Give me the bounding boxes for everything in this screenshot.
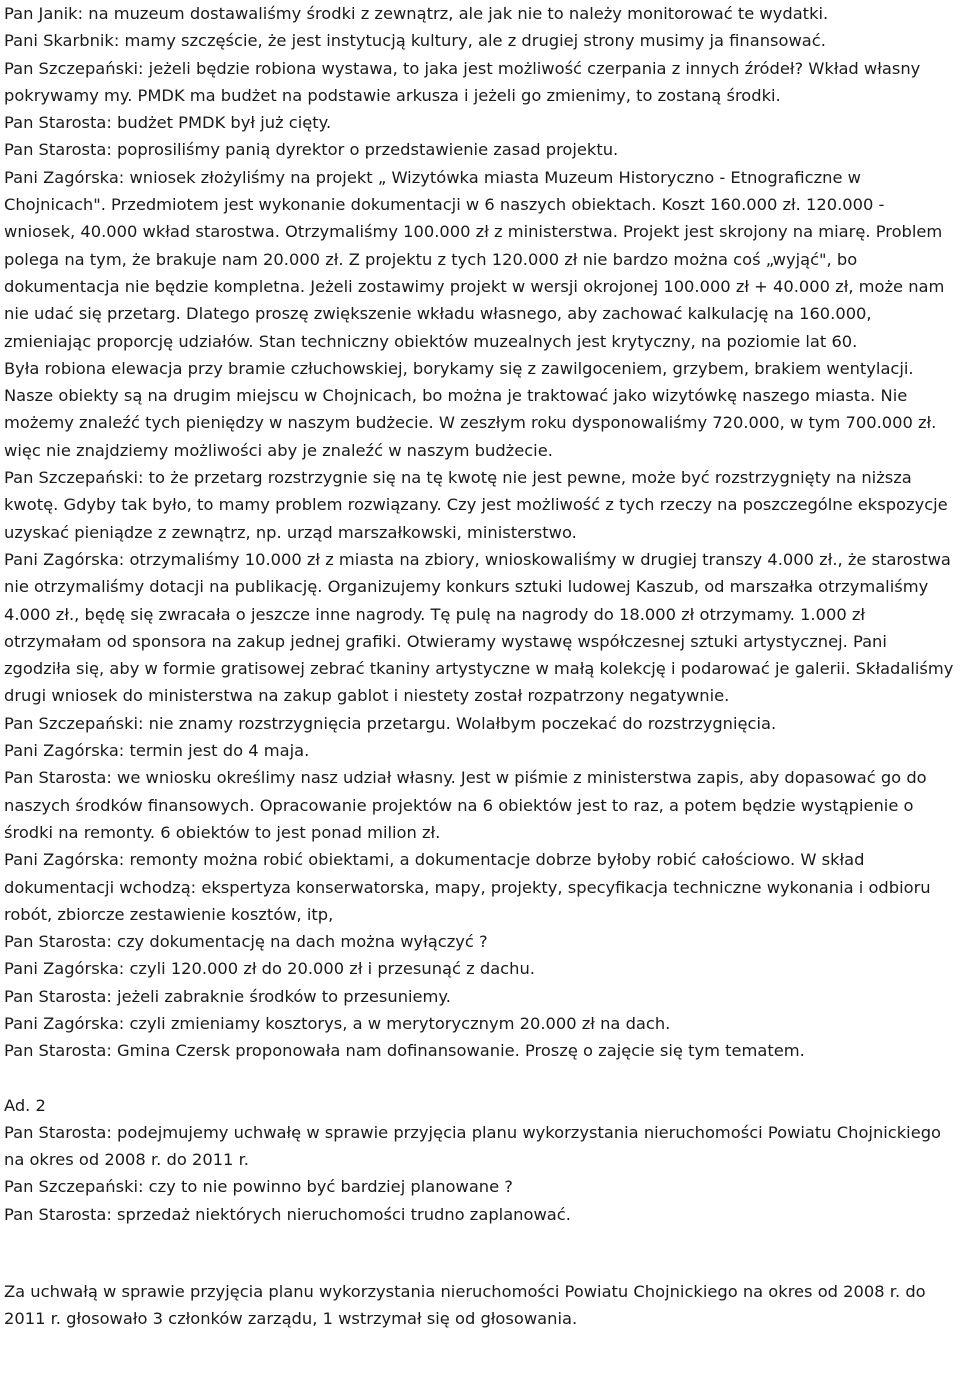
paragraph: Pani Zagórska: otrzymaliśmy 10.000 zł z miasta na zbiory, wnioskowaliśmy w drugiej transzy 4.000 zł., że starostwa nie otrzymaliśmy dotacji na publikację. Organizujemy konkurs sztuki ludowej Kaszub, od marszałka otrzymaliśmy 4.000 zł., będę się zwracała o jeszcze inne nagrody. Tę pulę na nagrody do 18.000 zł otrzymamy. 1.000 zł otrzymałam od sponsora na zakup jednej grafiki. Otwieramy wystawę współczesnej sztuki artystycznej. Pani zgodziła się, aby w formie gratisowej zebrać tkaniny artystyczne w małą kolekcję i podarować je galerii. Składaliśmy drugi wniosek do ministerstwa na zakup gablot i niestety został rozpatrzony negatywnie. [4,549,954,706]
paragraph: Pani Zagórska: termin jest do 4 maja. [4,741,310,761]
section-heading: Ad. 2 [4,1095,46,1115]
resolution-paragraph: Za uchwałą w sprawie przyjęcia planu wykorzystania nieruchomości Powiatu Chojnickiego na okres od 2008 r. do 2011 r. głosowało 3 członków zarządu, 1 wstrzymał się od głosowania. [4,1282,926,1329]
paragraph: Pan Szczepański: nie znamy rozstrzygnięcia przetargu. Wolałbym poczekać do rozstrzygnięcia. [4,713,777,733]
paragraph: Pan Szczepański: czy to nie powinno być bardziej planowane ? [4,1177,513,1197]
section-spacer [4,1065,954,1092]
paragraph: Pan Starosta: podejmujemy uchwałę w sprawie przyjęcia planu wykorzystania nieruchomości Powiatu Chojnickiego na okres od 2008 r. do 2011 r. [4,1122,942,1170]
paragraph: Pan Starosta: sprzedaż niektórych nieruchomości trudno zaplanować. [4,1204,571,1224]
paragraph: Pan Starosta: Gmina Czersk proponowała nam dofinansowanie. Proszę o zajęcie się tym tematem. [4,1041,805,1061]
paragraph: Pani Zagórska: czyli zmieniamy kosztorys, a w merytorycznym 20.000 zł na dach. [4,1013,671,1033]
paragraph: Pani Zagórska: wniosek złożyliśmy na projekt „ Wizytówka miasta Muzeum Historyczno - Etnograficzne w Chojnicach". Przedmiotem jest wykonanie dokumentacji w 6 naszych obiektach. Koszt 160.000 zł. 120.000 - wniosek, 40.000 wkład starostwa. Otrzymaliśmy 100.000 zł z ministerstwa. Projekt jest skrojony na miarę. Problem polega na tym, że brakuje nam 20.000 zł. Z projektu z tych 120.000 zł nie bardzo można coś „wyjąć", bo dokumentacja nie będzie kompletna. Jeżeli zostawimy projekt w wersji okrojonej 100.000 zł + 40.000 zł, może nam nie udać się przetarg. Dlatego proszę zwiększenie wkładu własnego, aby zachować kalkulację na 160.000, zmieniając proporcję udziałów. Stan techniczny obiektów muzealnych jest krytyczny, na poziomie lat 60. [4,167,945,351]
paragraph: Pan Starosta: jeżeli zabraknie środków to przesuniemy. [4,986,451,1006]
paragraph: Pani Zagórska: czyli 120.000 zł do 20.000 zł i przesunąć z dachu. [4,959,535,979]
paragraph: Była robiona elewacja przy bramie człuchowskiej, borykamy się z zawilgoceniem, grzybem, brakiem wentylacji. Nasze obiekty są na drugim miejscu w Chojnicach, bo można je traktować jako wizytówkę naszego miasta. Nie możemy znaleźć tych pieniędzy w naszym budżecie. W zeszłym roku dysponowaliśmy 720.000, w tym 700.000 zł. więc nie znajdziemy możliwości aby je znaleźć w naszym budżecie. [4,358,937,460]
paragraph: Pan Starosta: poprosiliśmy panią dyrektor o przedstawienie zasad projektu. [4,140,619,160]
paragraph: Pani Skarbnik: mamy szczęście, że jest instytucją kultury, ale z drugiej strony musimy ja finansować. [4,31,826,51]
section-spacer [4,1228,954,1278]
paragraph: Pan Starosta: czy dokumentację na dach można wyłączyć ? [4,932,488,952]
paragraph: Pan Szczepański: jeżeli będzie robiona wystawa, to jaka jest możliwość czerpania z innych źródeł? Wkład własny pokrywamy my. PMDK ma budżet na podstawie arkusza i jeżeli go zmienimy, to zostaną środki. [4,58,921,105]
paragraph: Pan Szczepański: to że przetarg rozstrzygnie się na tę kwotę nie jest pewne, może być rozstrzygnięty na niższa kwotę. Gdyby tak było, to mamy problem rozwiązany. Czy jest możliwość z tych rzeczy na poszczególne ekspozycje uzyskać pieniądze z zewnątrz, np. urząd marszałkowski, ministerstwo. [4,468,948,542]
paragraph: Pan Starosta: budżet PMDK był już cięty. [4,113,332,133]
paragraph: Pan Starosta: we wniosku określimy nasz udział własny. Jest w piśmie z ministerstwa zapis, aby dopasować go do naszych środków finansowych. Opracowanie projektów na 6 obiektów jest to raz, a potem będzie wystąpienie o środki na remonty. 6 obiektów to jest ponad milion zł. [4,768,927,842]
paragraph: Pani Zagórska: remonty można robić obiektami, a dokumentacje dobrze byłoby robić całościowo. W skład dokumentacji wchodzą: ekspertyza konserwatorska, mapy, projekty, specyfikacja techniczne wykonania i odbioru robót, zbiorcze zestawienie kosztów, itp, [4,850,931,924]
paragraph: Pan Janik: na muzeum dostawaliśmy środki z zewnątrz, ale jak nie to należy monitorować te wydatki. [4,4,829,23]
